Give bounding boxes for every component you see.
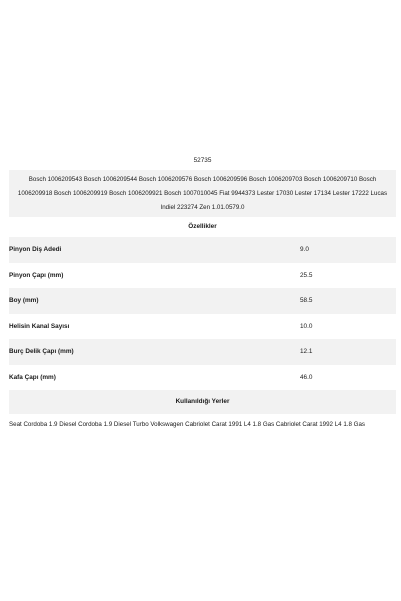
features-title: Özellikler	[188, 223, 217, 230]
spec-value: 9.0	[300, 246, 309, 254]
spec-label: Pinyon Diş Adedi	[9, 246, 62, 254]
cross-references-line: Bosch 1006209543 Bosch 1006209544 Bosch 1006209576 Bosch 1006209596 Bosch 1006209703 Bosch 1006209710 Bosch	[28, 176, 377, 183]
table-row	[9, 339, 396, 365]
cross-references-line: 1006209918 Bosch 1006209919 Bosch 1006209921 Bosch 1007010045 Fiat 9944373 Lester 17030 Lester 17134 Lester 17222 Lucas	[17, 190, 388, 197]
spec-label: Boy (mm)	[9, 297, 39, 305]
table-row	[9, 365, 396, 391]
table-row	[9, 288, 396, 314]
spec-value: 58.5	[300, 297, 313, 305]
spec-label: Helisin Kanal Sayısı	[9, 322, 70, 330]
spec-value: 46.0	[300, 373, 313, 381]
cross-references	[9, 170, 396, 217]
table-row	[9, 237, 396, 263]
spec-value: 12.1	[300, 348, 313, 356]
usage-text: Seat Cordoba 1.9 Diesel Cordoba 1.9 Diesel Turbo Volkswagen Cabriolet Carat 1991 L4 1.8 Gas Cabriolet Carat 1992 L4 1.8 Gas	[9, 421, 365, 428]
cross-references-line: Indiel 223274 Zen 1.01.0579.0	[160, 204, 245, 211]
product-detail	[9, 152, 396, 436]
features-table	[9, 237, 396, 390]
table-row	[9, 263, 396, 289]
table-row	[9, 314, 396, 340]
spec-label: Kafa Çapı (mm)	[9, 373, 56, 381]
usage-title: Kullanıldığı Yerler	[9, 390, 396, 414]
spec-value: 25.5	[300, 271, 313, 279]
spec-value: 10.0	[300, 322, 313, 330]
spec-label: Pinyon Çapı (mm)	[9, 271, 64, 279]
spec-label: Burç Delik Çapı (mm)	[9, 348, 74, 356]
product-code: 52735	[193, 157, 212, 164]
